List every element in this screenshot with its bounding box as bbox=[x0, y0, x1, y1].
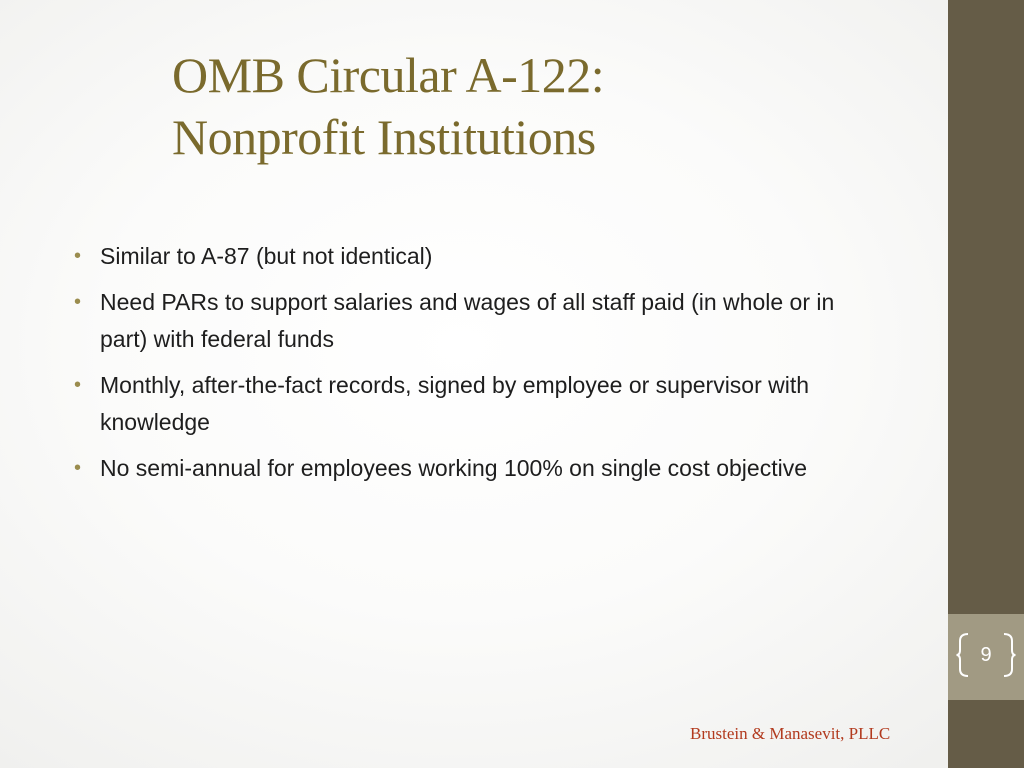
bullet-item bbox=[70, 450, 870, 487]
footer-firm-name: Brustein & Manasevit, PLLC bbox=[690, 724, 891, 743]
bullet-dot-icon: • bbox=[74, 291, 82, 313]
bullet-text: No semi-annual for employees working 100% on single cost objective bbox=[100, 455, 807, 481]
bullet-text: Need PARs to support salaries and wages of all staff paid (in whole or in part) with federal funds bbox=[100, 289, 835, 352]
bullet-item bbox=[70, 238, 870, 275]
bullet-dot-icon: • bbox=[74, 245, 82, 267]
bullet-list bbox=[70, 238, 870, 496]
title-line-1: OMB Circular A-122: bbox=[172, 47, 605, 103]
bullet-text: Similar to A-87 (but not identical) bbox=[100, 243, 433, 269]
bullet-item bbox=[70, 284, 870, 358]
page-number-badge bbox=[956, 631, 1016, 679]
title-line-2: Nonprofit Institutions bbox=[172, 109, 596, 165]
bullet-dot-icon: • bbox=[74, 457, 82, 479]
bullet-dot-icon: • bbox=[74, 374, 82, 396]
page-number: 9 bbox=[980, 643, 992, 666]
bullet-text: Monthly, after-the-fact records, signed by employee or supervisor with knowledge bbox=[100, 372, 810, 435]
slide-title bbox=[172, 44, 912, 168]
bullet-item bbox=[70, 367, 870, 441]
